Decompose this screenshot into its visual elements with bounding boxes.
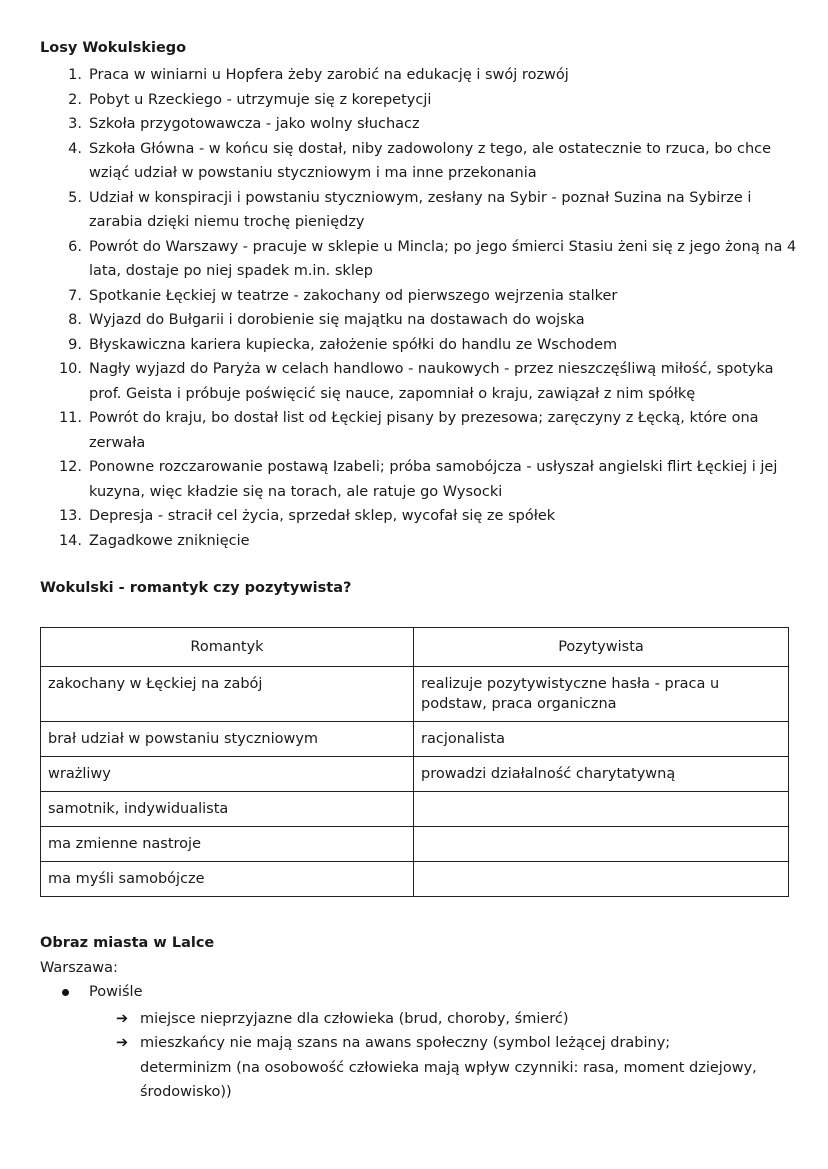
list-text: Spotkanie Łęckiej w teatrze - zakochany od pierwszego wejrzenia stalker [89,287,618,304]
column-header-romantyk: Romantyk [41,628,414,667]
section-title-obraz-miasta: Obraz miasta w Lalce [40,935,215,951]
list-text: Powrót do kraju, bo dostał list od Łęckiej pisany by prezesowa; zaręczyny z Łęcką, które ona zerwała [89,410,759,451]
arrow-item-text: miejsce nieprzyjazne dla człowieka (brud, choroby, śmierć) [140,1011,569,1027]
list-item [40,284,800,309]
table-row [41,792,789,827]
list-item [40,504,800,529]
list-text: Wyjazd do Bułgarii i dorobienie się majątku na dostawach do wojska [89,312,585,328]
section-title-romantyk: Wokulski - romantyk czy pozytywista? [40,580,352,596]
table-cell [414,862,789,897]
comparison-table [40,627,789,897]
list-number: 4. [68,140,82,157]
section-title-losy: Losy Wokulskiego [40,40,187,56]
table-cell: racjonalista [414,722,789,757]
bullet-icon [62,989,69,996]
list-text: Ponowne rozczarowanie postawą Izabeli; próba samobójcza - usłyszał angielski flirt Łęckiej i jej kuzyna, więc kładzie się na torach, ale ratuje go Wysocki [89,459,778,500]
table-row [41,862,789,897]
arrow-icon: ➔ [116,1035,129,1051]
list-item [40,112,800,137]
list-number: 11. [58,410,82,426]
table-cell: realizuje pozytywistyczne hasła - praca u podstaw, praca organiczna [414,667,789,722]
list-item [40,63,800,88]
list-number: 5. [68,189,82,206]
list-item [40,333,800,358]
list-text: Zagadkowe zniknięcie [89,532,250,549]
list-text: Nagły wyjazd do Paryża w celach handlowo - naukowych - przez nieszczęśliwą miłość, spotyka prof. Geista i próbuje poświęcić się nauce, zapomniał o kraju, zawiązał z nim spółkę [89,361,774,402]
table-header-row [41,628,789,667]
list-number: 13. [58,508,82,524]
list-number: 1. [68,67,82,83]
list-item [40,88,800,113]
table-row [41,722,789,757]
arrow-icon: ➔ [116,1011,129,1027]
list-number: 10. [58,361,82,377]
list-item [40,308,800,333]
list-number: 7. [68,287,82,304]
list-item [40,186,800,235]
arrow-list-item [116,1031,766,1105]
city-label: Warszawa: [40,960,118,976]
column-header-pozytywista: Pozytywista [414,628,789,667]
list-number: 2. [68,91,82,108]
table-cell: prowadzi działalność charytatywną [414,757,789,792]
list-text: Szkoła przygotowawcza - jako wolny słuchacz [89,116,420,132]
table-cell: samotnik, indywidualista [41,792,414,827]
table-cell: wrażliwy [41,757,414,792]
list-item [40,529,800,554]
list-number: 3. [68,116,82,132]
life-events-list [40,63,800,553]
arrow-item-text: mieszkańcy nie mają szans na awans społeczny (symbol leżącej drabiny; determinizm (na osobowość człowieka mają wpływ czynniki: rasa, moment dziejowy, środowisko)) [140,1035,757,1100]
list-text: Szkoła Główna - w końcu się dostał, niby zadowolony z tego, ale ostatecznie to rzuca, bo chce wziąć udział w powstaniu styczniowym i ma inne przekonania [89,140,772,181]
list-number: 8. [68,312,82,328]
list-number: 14. [58,532,82,549]
table-cell: ma zmienne nastroje [41,827,414,862]
arrow-list-item [116,1007,766,1032]
list-item [40,137,800,186]
list-text: Depresja - stracił cel życia, sprzedał sklep, wycofał się ze spółek [89,508,556,524]
table-row [41,667,789,722]
list-item [40,406,800,455]
table-cell: zakochany w Łęckiej na zabój [41,667,414,722]
table-cell [414,792,789,827]
table-cell [414,827,789,862]
list-number: 9. [68,336,82,353]
bullet-item [62,984,143,1000]
list-number: 6. [68,238,82,255]
list-text: Błyskawiczna kariera kupiecka, założenie spółki do handlu ze Wschodem [89,336,618,353]
list-text: Praca w winiarni u Hopfera żeby zarobić na edukację i swój rozwój [89,67,569,83]
list-text: Udział w konspiracji i powstaniu styczniowym, zesłany na Sybir - poznał Suzina na Sybirze i zarabia dzięki niemu trochę pieniędzy [89,189,752,230]
list-item [40,357,800,406]
list-number: 12. [58,459,82,475]
list-text: Pobyt u Rzeckiego - utrzymuje się z korepetycji [89,91,432,108]
table-row [41,757,789,792]
list-text: Powrót do Warszawy - pracuje w sklepie u Mincla; po jego śmierci Stasiu żeni się z jego żoną na 4 lata, dostaje po niej spadek m.in. sklep [89,238,797,279]
table-cell: brał udział w powstaniu styczniowym [41,722,414,757]
bullet-text: Powiśle [89,984,143,1000]
list-item [40,455,800,504]
list-item [40,235,800,284]
table-row [41,827,789,862]
table-cell: ma myśli samobójcze [41,862,414,897]
